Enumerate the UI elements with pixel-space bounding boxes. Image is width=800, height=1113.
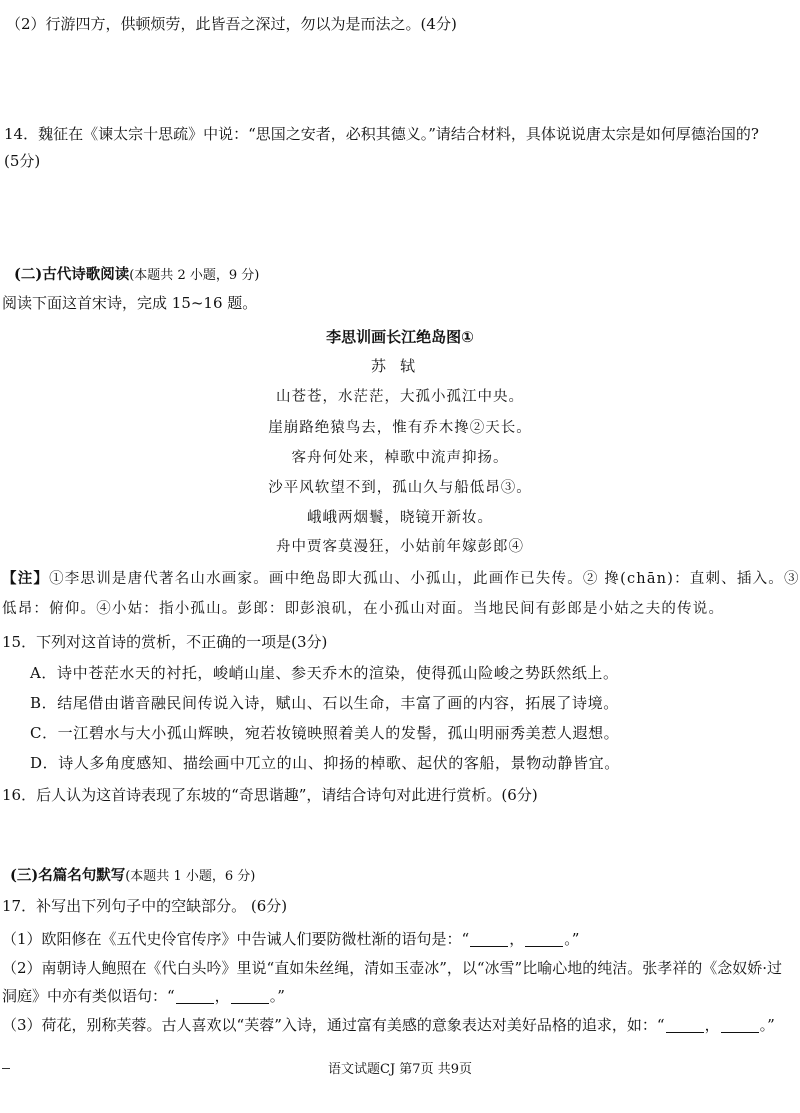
question-14-line-1: 14．魏征在《谏太宗十思疏》中说：“思国之安者，必积其德义。”请结合材料，具体说说唐太宗是如何厚德治国的? <box>4 125 759 143</box>
section-2-title: (二)古代诗歌阅读 <box>14 266 130 283</box>
answer-blank[interactable] <box>176 989 214 1004</box>
question-17-part-3 <box>2 1015 775 1035</box>
question-17-part-1-text: （1）欧阳修在《五代史伶官传序》中告诫人们要防微杜渐的语句是：“ <box>2 930 470 948</box>
poem-author: 苏轼 <box>370 357 429 375</box>
question-17-stem: 17．补写出下列句子中的空缺部分。 (6分) <box>2 897 288 915</box>
answer-blank[interactable] <box>666 1018 704 1033</box>
poem-note-line-2: 低昂：俯仰。④小姑：指小孤山。彭郎：即彭浪矶，在小孤山对面。当地民间有彭郎是小姑之夫的传说。 <box>2 601 725 617</box>
question-17-part-2-text: 洞庭》中亦有类似语句：“ <box>2 987 175 1005</box>
poem-line: 峨峨两烟鬟，晓镜开新妆。 <box>307 510 493 526</box>
poem-line: 客舟何处来，棹歌中流声抑扬。 <box>291 450 509 466</box>
poem-line: 山苍苍，水茫茫，大孤小孤江中央。 <box>276 389 524 405</box>
question-13-part-2: （2）行游四方，供顿烦劳，此皆吾之深过，勿以为是而法之。(4分) <box>6 15 457 33</box>
section-3-heading <box>10 866 255 887</box>
comma: ， <box>509 930 525 948</box>
question-16: 16．后人认为这首诗表现了东坡的“奇思谐趣”，请结合诗句对此进行赏析。(6分) <box>2 786 538 804</box>
section-3-title: (三)名篇名句默写 <box>10 867 126 884</box>
answer-blank[interactable] <box>721 1018 759 1033</box>
poem-line: 舟中贾客莫漫狂，小姑前年嫁彭郎④ <box>276 539 524 555</box>
answer-blank[interactable] <box>470 932 508 947</box>
question-17-part-2-line-2 <box>2 986 285 1006</box>
section-2-intro: 阅读下面这首宋诗，完成 15~16 题。 <box>2 294 258 312</box>
closing-quote: 。” <box>564 930 580 948</box>
comma: ， <box>214 987 230 1005</box>
poem-title: 李思训画长江绝岛图① <box>326 328 474 346</box>
question-15-option-c: C．一江碧水与大小孤山辉映，宛若妆镜映照着美人的发髻，孤山明丽秀美惹人遐想。 <box>30 724 620 742</box>
question-15-option-d: D．诗人多角度感知、描绘画中兀立的山、抑扬的棹歌、起伏的客船，景物动静皆宜。 <box>30 754 620 772</box>
question-15-option-a: A．诗中苍茫水天的衬托，峻峭山崖、参天乔木的渲染，使得孤山险峻之势跃然纸上。 <box>30 664 619 682</box>
poem-note-line-1 <box>2 569 800 589</box>
answer-blank[interactable] <box>525 932 563 947</box>
question-15-option-b: B．结尾借由谐音融民间传说入诗，赋山、石以生命，丰富了画的内容，拓展了诗境。 <box>30 694 619 712</box>
section-2-heading <box>14 265 259 286</box>
page-footer: 语文试题CJ 第7页 共9页 <box>328 1062 472 1077</box>
poem-line: 崖崩路绝猿鸟去，惟有乔木搀②天长。 <box>268 420 532 436</box>
question-17-part-1 <box>2 929 579 949</box>
poem-line: 沙平风软望不到，孤山久与船低昂③。 <box>268 480 532 496</box>
question-17-part-3-text: （3）荷花，别称芙蓉。古人喜欢以“芙蓉”入诗，通过富有美感的意象表达对美好品格的追求，如：“ <box>2 1016 665 1034</box>
question-15-stem: 15．下列对这首诗的赏析，不正确的一项是(3分) <box>2 633 328 651</box>
note-text: ①李思训是唐代著名山水画家。画中绝岛即大孤山、小孤山，此画作已失传。② 搀(chān)：直刺、插入。③ <box>49 571 800 587</box>
closing-quote: 。” <box>269 987 285 1005</box>
comma: ， <box>704 1016 720 1034</box>
section-2-subtitle: (本题共 2 小题，9 分) <box>129 268 260 283</box>
section-3-subtitle: (本题共 1 小题，6 分) <box>125 869 256 884</box>
closing-quote: 。” <box>759 1016 775 1034</box>
question-14-score: (5分) <box>4 152 41 170</box>
note-label: 【注】 <box>2 570 50 587</box>
question-17-part-2-line-1: （2）南朝诗人鲍照在《代白头吟》里说“直如朱丝绳，清如玉壶冰”，以“冰雪”比喻心地的纯洁。张孝祥的《念奴娇·过 <box>2 959 782 977</box>
answer-blank[interactable] <box>231 989 269 1004</box>
